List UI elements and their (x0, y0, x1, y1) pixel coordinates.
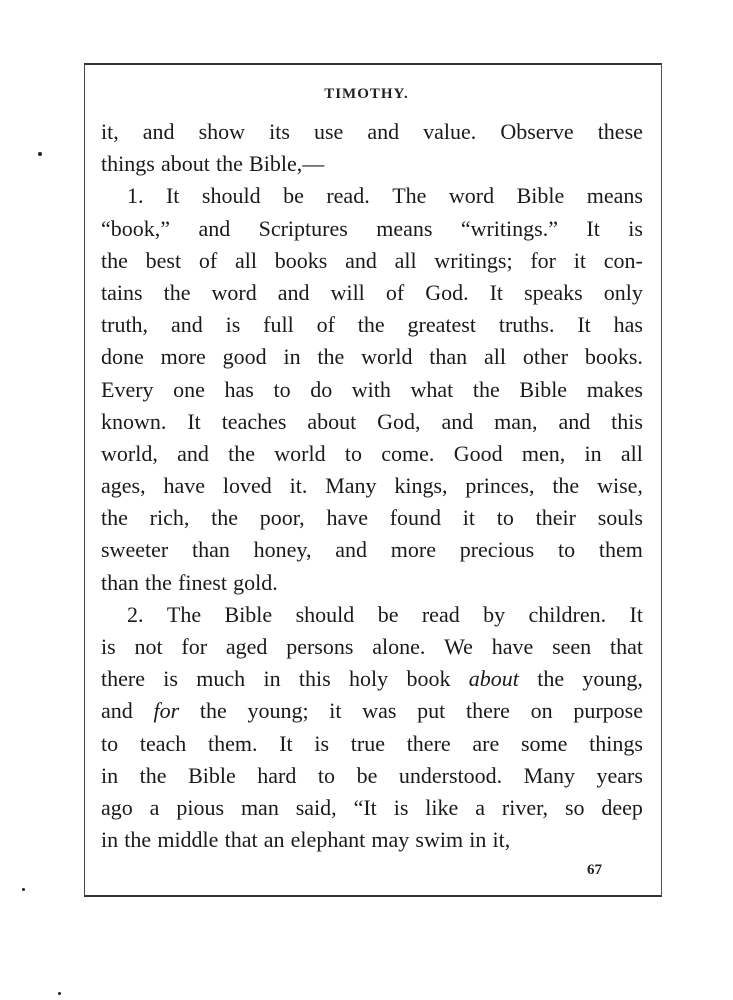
word: is (163, 666, 178, 692)
word: middle (157, 827, 219, 853)
word: The (392, 183, 427, 209)
word: of (385, 279, 405, 305)
text-line (101, 277, 643, 309)
word: young, (582, 666, 643, 692)
word: on (530, 698, 553, 724)
word: do (310, 376, 333, 402)
word: be (377, 601, 399, 627)
word: to (101, 730, 119, 756)
word: things (589, 730, 643, 756)
word: God. (425, 279, 469, 305)
word: teach (139, 730, 187, 756)
word: wise, (597, 473, 643, 499)
word: more (160, 344, 206, 370)
word: in (584, 440, 602, 466)
word: poor, (259, 505, 305, 531)
word: all (234, 247, 257, 273)
word: the (216, 151, 243, 177)
text-line (101, 309, 643, 341)
word: Bible (519, 376, 568, 402)
ink-speck (22, 888, 25, 891)
word: more (390, 537, 436, 563)
word: deep (601, 794, 643, 820)
word: It (165, 183, 180, 209)
word: the (145, 569, 172, 595)
word: young; (247, 698, 309, 724)
word: to (558, 537, 576, 563)
text-line (101, 567, 643, 599)
word: to (317, 762, 336, 788)
word: there (406, 730, 451, 756)
running-head: TIMOTHY. (324, 86, 409, 102)
word: be (356, 762, 378, 788)
word: the (317, 344, 345, 370)
word: books (274, 247, 328, 273)
word: Bible (516, 183, 565, 209)
text-line (101, 438, 643, 470)
word: have (491, 634, 534, 659)
word: and (101, 698, 133, 724)
word: a (475, 794, 485, 820)
text-line (101, 213, 643, 245)
word: in (263, 666, 281, 692)
word: the (211, 505, 238, 531)
word: and (277, 279, 310, 305)
word: precious (459, 537, 535, 563)
word: found (389, 505, 442, 531)
word: book (406, 666, 451, 692)
text-line (101, 663, 643, 695)
word: the (357, 312, 385, 338)
word: word (448, 183, 495, 209)
word: is (225, 312, 241, 338)
word: all (484, 344, 506, 370)
word: have (163, 473, 205, 499)
word: should (201, 183, 261, 209)
word: is (628, 215, 643, 241)
word: teaches (221, 408, 287, 434)
word: world (274, 440, 326, 466)
word: word (211, 279, 257, 305)
text-line (101, 695, 643, 727)
word: gold. (233, 569, 278, 595)
text-line (101, 148, 643, 180)
word: are (472, 730, 500, 756)
word: the (537, 666, 565, 692)
word: known. (101, 408, 167, 434)
word: hard (257, 762, 297, 788)
word: about (307, 408, 357, 434)
word: so (564, 794, 585, 820)
word: be (283, 183, 304, 209)
word: like (425, 794, 459, 820)
word: elephant (290, 827, 366, 853)
word: man (240, 794, 279, 820)
word: 1. (127, 183, 144, 209)
word: has (613, 312, 643, 338)
word: these (597, 119, 643, 144)
word: con- (603, 247, 643, 273)
word: swim (415, 827, 464, 853)
word: show (198, 119, 246, 144)
word: It (187, 408, 201, 434)
word: honey, (253, 537, 312, 563)
word: it. (289, 473, 308, 499)
word: use (313, 119, 344, 144)
word: things (101, 151, 155, 177)
word: writings; (434, 247, 513, 273)
word: in (101, 827, 119, 853)
word: this (298, 666, 331, 692)
word: about (468, 666, 519, 692)
word: and (345, 247, 377, 273)
word: it (329, 698, 342, 724)
word: rich, (149, 505, 190, 531)
word: them. (207, 730, 258, 756)
word: may (371, 827, 410, 853)
ink-speck (58, 992, 61, 995)
word: It (577, 312, 591, 338)
word: about (160, 151, 210, 177)
word: best (145, 247, 182, 273)
word: Bible (188, 762, 236, 788)
word: its (269, 119, 290, 144)
word: persons (286, 634, 354, 659)
text-line (101, 406, 643, 438)
word: and (170, 312, 203, 338)
word: in (469, 827, 487, 853)
word: man, (494, 408, 538, 434)
word: of (316, 312, 335, 338)
word: said, (295, 794, 337, 820)
word: purpose (573, 698, 643, 724)
word: means (586, 183, 643, 209)
word: there (465, 698, 510, 724)
word: Many (523, 762, 575, 788)
word: to (496, 505, 514, 531)
word: Every (101, 376, 154, 402)
word: means (376, 215, 433, 241)
word: It (629, 601, 643, 627)
word: have (326, 505, 368, 531)
word: It (279, 730, 293, 756)
text-line (101, 631, 643, 663)
word: Good (453, 440, 503, 466)
word: kings, (394, 473, 448, 499)
word: the (163, 279, 191, 305)
word: for (530, 247, 557, 273)
word: good (222, 344, 267, 370)
text-line (101, 341, 643, 373)
word: an (263, 827, 285, 853)
word: We (444, 634, 473, 659)
word: loved (222, 473, 272, 499)
word: aged (225, 634, 268, 659)
word: books. (584, 344, 643, 370)
word: and (367, 119, 400, 144)
word: “book,” (101, 215, 171, 241)
word: put (417, 698, 446, 724)
word: ago (101, 794, 133, 820)
word: alone. (372, 634, 426, 659)
word: it (573, 247, 587, 273)
word: the (472, 376, 500, 402)
word: men, (521, 440, 566, 466)
word: the (228, 440, 256, 466)
word: a (149, 794, 160, 820)
word: greatest (407, 312, 476, 338)
word: with (351, 376, 391, 402)
word: much (196, 666, 246, 692)
word: Bible (224, 601, 273, 627)
word: all (620, 440, 643, 466)
word: 2. (127, 601, 144, 627)
word: for (153, 698, 180, 724)
text-line (101, 245, 643, 277)
word: and (441, 408, 474, 434)
page-number: 67 (587, 862, 602, 878)
word: finest (178, 569, 227, 595)
word: than (191, 537, 230, 563)
word: pious (176, 794, 225, 820)
text-line (101, 599, 643, 631)
word: value. (423, 119, 477, 144)
word: has (224, 376, 254, 402)
word: It (489, 279, 504, 305)
word: it, (101, 119, 119, 144)
word: come. (381, 440, 435, 466)
word: there (101, 666, 145, 692)
word: the (199, 698, 227, 724)
word: it (462, 505, 476, 531)
word: what (410, 376, 454, 402)
word: world, (101, 440, 158, 466)
word: years (596, 762, 643, 788)
text-line (101, 470, 643, 502)
word: Scriptures (258, 215, 348, 241)
text-line (101, 824, 643, 856)
word: the (101, 247, 128, 273)
word: Observe (500, 119, 574, 144)
word: true (350, 730, 385, 756)
word: and (142, 119, 175, 144)
word: should (295, 601, 355, 627)
word: Bible,— (249, 151, 325, 177)
word: that (609, 634, 643, 659)
text-line (101, 116, 643, 148)
word: truth, (101, 312, 149, 338)
word: only (603, 279, 643, 305)
text-line (101, 534, 643, 566)
word: will (330, 279, 365, 305)
word: The (166, 601, 202, 627)
ink-speck (38, 152, 42, 156)
word: it, (492, 827, 511, 853)
word: to (344, 440, 362, 466)
text-line (101, 502, 643, 534)
word: one (173, 376, 205, 402)
word: all (394, 247, 417, 273)
word: “writings.” (460, 215, 558, 241)
word: holy (349, 666, 389, 692)
word: sweeter (101, 537, 169, 563)
body-text (101, 116, 643, 856)
text-line (101, 180, 643, 212)
word: the (552, 473, 580, 499)
word: them (598, 537, 643, 563)
word: and (177, 440, 209, 466)
word: some (520, 730, 568, 756)
word: and (558, 408, 591, 434)
text-line (101, 374, 643, 406)
word: speaks (524, 279, 583, 305)
word: was (362, 698, 397, 724)
word: read (421, 601, 460, 627)
word: full (263, 312, 294, 338)
word: children. (528, 601, 607, 627)
word: truths. (498, 312, 555, 338)
text-line (101, 792, 643, 824)
word: seen (552, 634, 592, 659)
word: of (198, 247, 218, 273)
word: in (101, 762, 119, 788)
word: world (361, 344, 413, 370)
word: this (611, 408, 643, 434)
word: in (283, 344, 301, 370)
word: “It (353, 794, 377, 820)
word: makes (586, 376, 643, 402)
word: tains (101, 279, 143, 305)
word: souls (597, 505, 643, 531)
word: understood. (398, 762, 503, 788)
text-line (101, 728, 643, 760)
word: done (101, 344, 144, 370)
word: the (101, 505, 128, 531)
word: river, (501, 794, 549, 820)
word: their (535, 505, 576, 531)
word: God, (377, 408, 421, 434)
word: ages, (101, 473, 146, 499)
word: Many (325, 473, 377, 499)
word: that (224, 827, 258, 853)
word: is (101, 634, 116, 659)
word: other (522, 344, 569, 370)
word: not (134, 634, 163, 659)
word: than (101, 569, 139, 595)
word: and (335, 537, 367, 563)
word: It (586, 215, 600, 241)
word: and (198, 215, 231, 241)
word: princes, (465, 473, 535, 499)
word: the (139, 762, 167, 788)
word: by (483, 601, 506, 627)
word: than (429, 344, 468, 370)
word: is (314, 730, 330, 756)
word: the (124, 827, 152, 853)
word: for (181, 634, 208, 659)
word: read. (326, 183, 370, 209)
word: to (273, 376, 291, 402)
text-line (101, 760, 643, 792)
word: is (393, 794, 409, 820)
